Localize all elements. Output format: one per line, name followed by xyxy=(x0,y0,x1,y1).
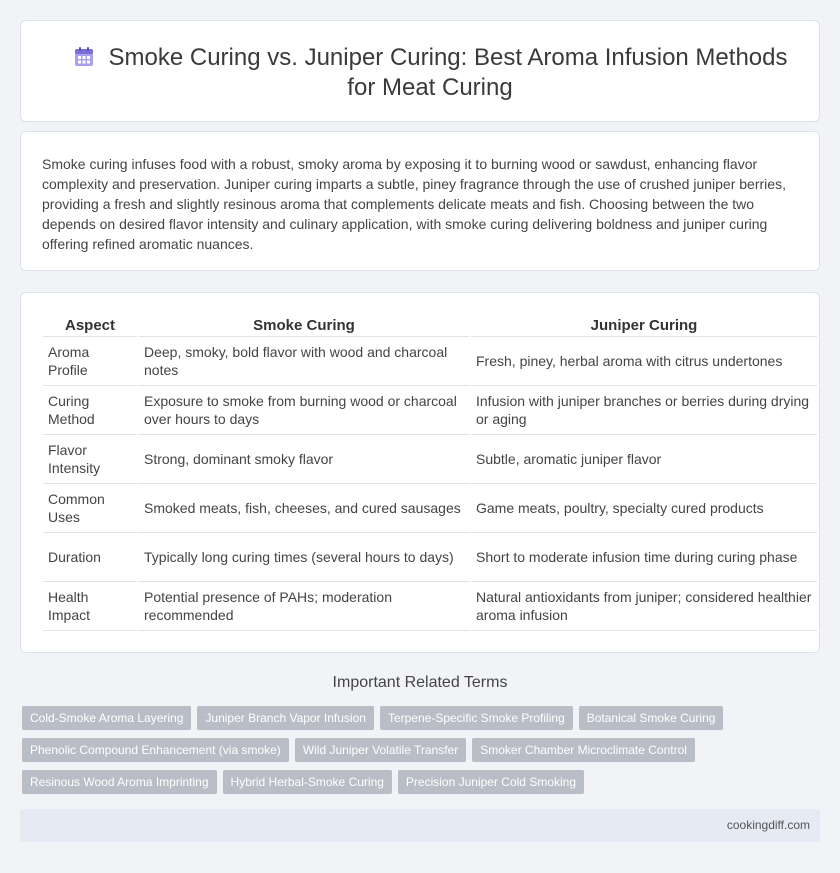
juniper-cell: Natural antioxidants from juniper; considered healthier aroma infusion xyxy=(471,582,817,631)
juniper-cell: Game meats, poultry, specialty cured products xyxy=(471,484,817,533)
comparison-card xyxy=(20,292,820,653)
related-term-tag[interactable]: Terpene-Specific Smoke Profiling xyxy=(380,706,573,730)
table-row xyxy=(43,337,817,386)
tag-row xyxy=(22,706,822,730)
intro-card xyxy=(20,131,820,271)
smoke-cell: Typically long curing times (several hours to days) xyxy=(139,533,469,582)
related-terms-list xyxy=(22,706,822,802)
smoke-cell: Smoked meats, fish, cheeses, and cured sausages xyxy=(139,484,469,533)
page-title-wrap xyxy=(61,43,799,103)
table-row xyxy=(43,435,817,484)
related-term-tag[interactable]: Resinous Wood Aroma Imprinting xyxy=(22,770,217,794)
related-terms-title: Important Related Terms xyxy=(332,674,508,691)
juniper-cell: Short to moderate infusion time during curing phase xyxy=(471,533,817,582)
smoke-cell: Potential presence of PAHs; moderation recommended xyxy=(139,582,469,631)
header-aspect: Aspect xyxy=(43,315,137,337)
table-header-row xyxy=(43,315,817,337)
table-row xyxy=(43,386,817,435)
tag-row xyxy=(22,738,822,762)
related-term-tag[interactable]: Cold-Smoke Aroma Layering xyxy=(22,706,191,730)
header-smoke-curing: Smoke Curing xyxy=(139,315,469,337)
smoke-cell: Strong, dominant smoky flavor xyxy=(139,435,469,484)
footer xyxy=(20,809,820,842)
footer-site-link[interactable]: cookingdiff.com xyxy=(726,818,810,832)
tag-row xyxy=(22,770,822,794)
related-term-tag[interactable]: Phenolic Compound Enhancement (via smoke) xyxy=(22,738,289,762)
related-term-tag[interactable]: Wild Juniper Volatile Transfer xyxy=(295,738,466,762)
smoke-cell: Deep, smoky, bold flavor with wood and charcoal notes xyxy=(139,337,469,386)
aspect-cell: Duration xyxy=(43,533,137,582)
juniper-cell: Infusion with juniper branches or berries during drying or aging xyxy=(471,386,817,435)
smoke-cell: Exposure to smoke from burning wood or charcoal over hours to days xyxy=(139,386,469,435)
table-row xyxy=(43,533,817,582)
aspect-cell: Health Impact xyxy=(43,582,137,631)
related-term-tag[interactable]: Juniper Branch Vapor Infusion xyxy=(197,706,374,730)
page-title: Smoke Curing vs. Juniper Curing: Best Aroma Infusion Methods for Meat Curing xyxy=(108,44,788,101)
comparison-table xyxy=(41,315,819,631)
table-row xyxy=(43,484,817,533)
table-row xyxy=(43,582,817,631)
related-term-tag[interactable]: Precision Juniper Cold Smoking xyxy=(398,770,584,794)
calendar-icon xyxy=(73,46,95,68)
juniper-cell: Subtle, aromatic juniper flavor xyxy=(471,435,817,484)
header-juniper-curing: Juniper Curing xyxy=(471,315,817,337)
intro-paragraph: Smoke curing infuses food with a robust, smoky aroma by exposing it to burning wood or sawdust, enhancing flavor complexity and preservation. Juniper curing imparts a subtle, piney fragrance through the use of crushed juniper berries, providing a fresh and slightly resinous aroma that complements delicate meats and fish. Choosing between the two depends on desired flavor intensity and culinary application, with smoke curing delivering boldness and juniper curing offering refined aromatic nuances. xyxy=(42,156,786,252)
related-term-tag[interactable]: Hybrid Herbal-Smoke Curing xyxy=(223,770,392,794)
aspect-cell: Common Uses xyxy=(43,484,137,533)
aspect-cell: Aroma Profile xyxy=(43,337,137,386)
aspect-cell: Curing Method xyxy=(43,386,137,435)
related-term-tag[interactable]: Smoker Chamber Microclimate Control xyxy=(472,738,695,762)
aspect-cell: Flavor Intensity xyxy=(43,435,137,484)
header-card xyxy=(20,20,820,122)
juniper-cell: Fresh, piney, herbal aroma with citrus undertones xyxy=(471,337,817,386)
related-term-tag[interactable]: Botanical Smoke Curing xyxy=(579,706,724,730)
